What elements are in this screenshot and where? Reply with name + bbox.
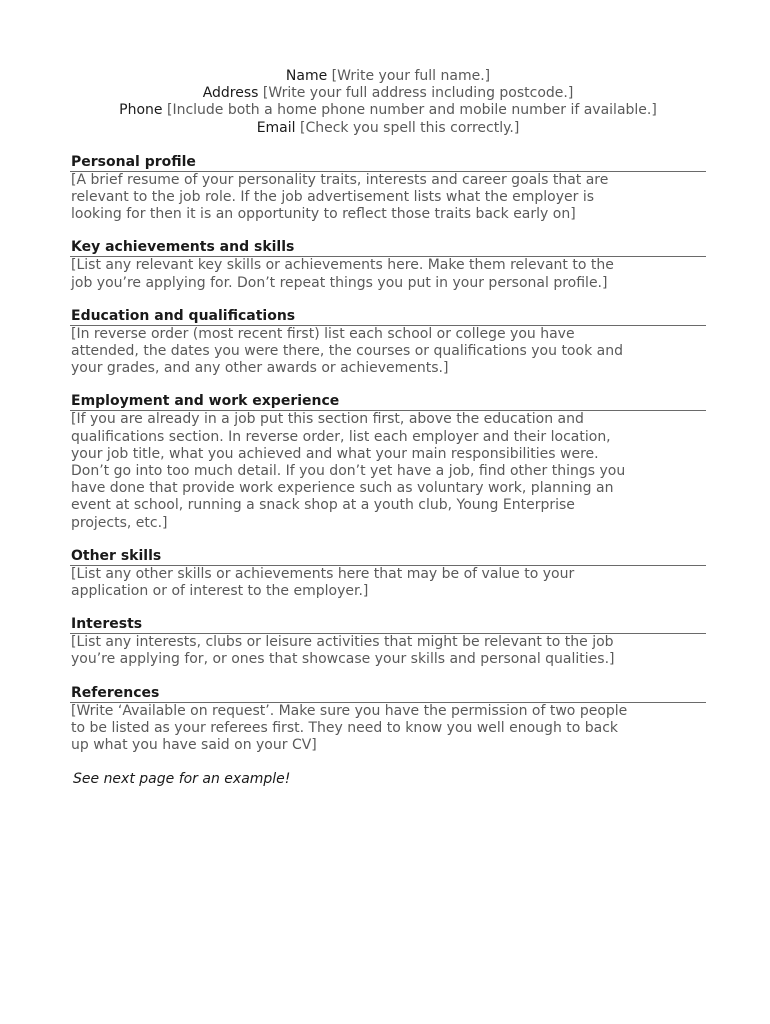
- body-line: [In reverse order (most recent first) list each school or college you have: [71, 325, 575, 342]
- address-hint: [Write your full address including postcode.]: [262, 85, 574, 102]
- section-body: [70, 634, 706, 668]
- section-key-achievements: [70, 239, 706, 291]
- section-interests: [70, 616, 706, 668]
- email-hint: [Check you spell this correctly.]: [300, 119, 520, 136]
- contact-email-line: [70, 120, 706, 137]
- footer-note: See next page for an example!: [73, 771, 291, 788]
- body-line: [List any relevant key skills or achievements here. Make them relevant to the: [71, 257, 614, 274]
- body-line: you’re applying for, or ones that showcase your skills and personal qualities.]: [71, 651, 615, 668]
- body-line: event at school, running a snack shop at a youth club, Young Enterprise: [71, 497, 575, 514]
- cv-template-page: [70, 68, 706, 788]
- body-line: relevant to the job role. If the job advertisement lists what the employer is: [71, 189, 595, 206]
- body-line: projects, etc.]: [71, 514, 168, 531]
- phone-label: Phone: [119, 102, 163, 119]
- section-body: [70, 172, 706, 224]
- section-body: [70, 411, 706, 531]
- section-body: [70, 326, 706, 378]
- section-title: References: [70, 685, 706, 703]
- body-line: looking for then it is an opportunity to reflect those traits back early on]: [71, 206, 576, 223]
- body-line: Don’t go into too much detail. If you don’t yet have a job, find other things you: [71, 463, 626, 480]
- name-label: Name: [285, 68, 328, 84]
- phone-hint: [Include both a home phone number and mobile number if available.]: [166, 102, 657, 119]
- contact-name-line: [70, 68, 706, 85]
- section-body: [70, 703, 706, 755]
- contact-phone-line: [70, 102, 706, 119]
- section-personal-profile: [70, 154, 706, 224]
- body-line: [List any other skills or achievements here that may be of value to your: [71, 565, 575, 582]
- body-line: job you’re applying for. Don’t repeat things you put in your personal profile.]: [71, 274, 608, 291]
- section-body: [70, 257, 706, 291]
- body-line: up what you have said on your CV]: [71, 737, 317, 754]
- cv-sections: [70, 154, 706, 754]
- section-title: Key achievements and skills: [70, 239, 706, 257]
- body-line: [Write ‘Available on request’. Make sure you have the permission of two people: [71, 702, 628, 719]
- section-title: Personal profile: [70, 154, 706, 172]
- body-line: to be listed as your referees first. They need to know you well enough to back: [71, 719, 619, 736]
- section-title: Education and qualifications: [70, 308, 706, 326]
- body-line: [A brief resume of your personality traits, interests and career goals that are: [71, 171, 609, 188]
- body-line: attended, the dates you were there, the courses or qualifications you took and: [71, 343, 623, 360]
- body-line: [If you are already in a job put this section first, above the education and: [71, 411, 584, 428]
- section-other-skills: [70, 548, 706, 600]
- contact-block: [70, 68, 706, 137]
- section-body: [70, 566, 706, 600]
- section-education: [70, 308, 706, 378]
- section-employment: [70, 393, 706, 531]
- section-references: [70, 685, 706, 755]
- section-title: Interests: [70, 616, 706, 634]
- address-label: Address: [202, 85, 259, 102]
- name-hint: [Write your full name.]: [331, 68, 491, 84]
- body-line: your grades, and any other awards or achievements.]: [71, 360, 449, 377]
- body-line: [List any interests, clubs or leisure activities that might be relevant to the job: [71, 634, 614, 651]
- contact-address-line: [70, 85, 706, 102]
- body-line: application or of interest to the employer.]: [71, 583, 369, 600]
- email-label: Email: [256, 119, 296, 136]
- body-line: have done that provide work experience such as voluntary work, planning an: [71, 480, 614, 497]
- section-title: Employment and work experience: [70, 393, 706, 411]
- section-title: Other skills: [70, 548, 706, 566]
- body-line: qualifications section. In reverse order, list each employer and their location,: [71, 428, 611, 445]
- body-line: your job title, what you achieved and what your main responsibilities were.: [71, 445, 599, 462]
